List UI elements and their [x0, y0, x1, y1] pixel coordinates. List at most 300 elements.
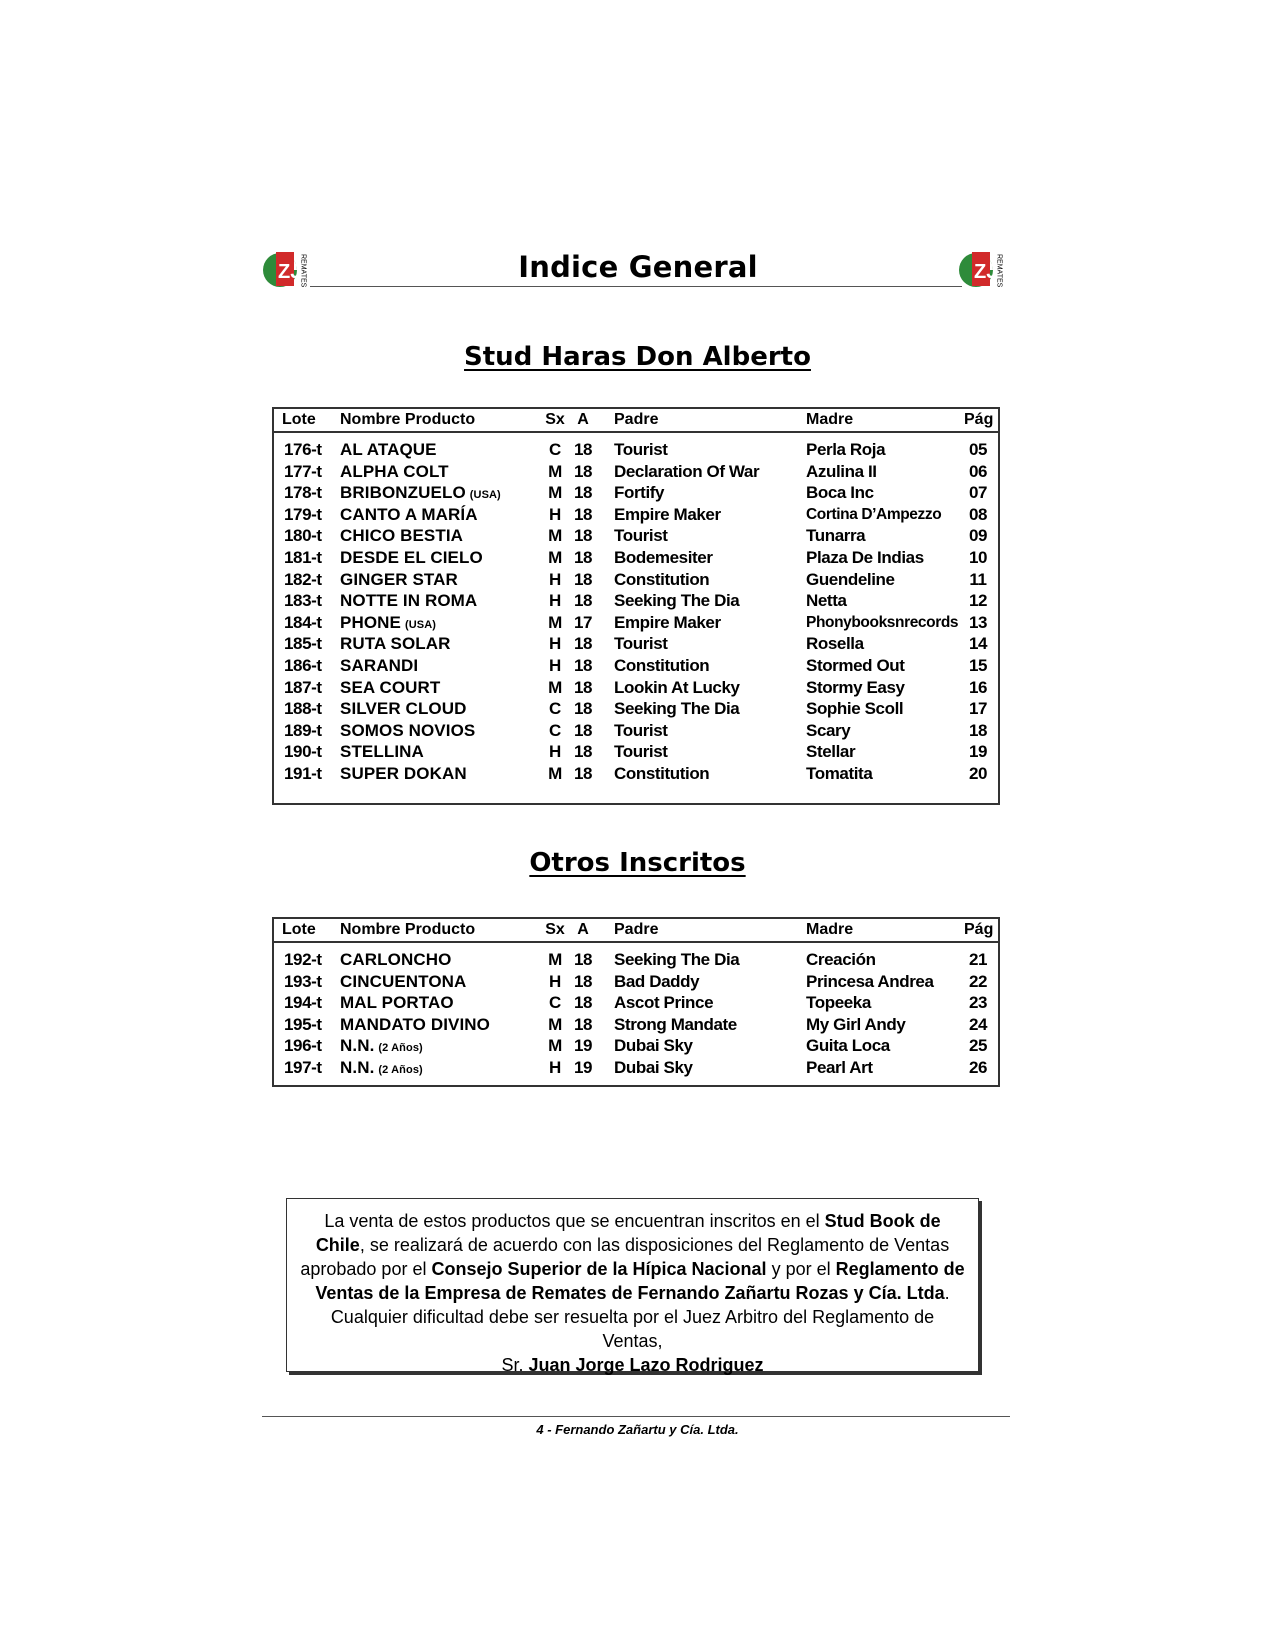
a-cell-text: 18 [573, 677, 593, 697]
madre-cell-text: Plaza De Indias [806, 548, 924, 567]
sx-cell [544, 677, 566, 699]
a-cell-text: 19 [573, 1058, 593, 1077]
col-nombre: Nombre Producto [340, 411, 476, 428]
table-row [274, 569, 998, 591]
nombre-cell [340, 612, 436, 636]
a-cell [570, 525, 596, 547]
pag-cell [964, 612, 992, 634]
nombre-cell-text: N.N. [340, 1036, 375, 1056]
a-cell [570, 482, 596, 504]
col-nombre: Nombre Producto [340, 921, 476, 938]
nombre-cell [340, 590, 477, 612]
table-row [274, 482, 998, 504]
nombre-cell-text: CHICO BESTIA [340, 526, 464, 546]
lote-cell [284, 461, 332, 483]
page-title: Indice General [518, 250, 758, 284]
lote-cell [284, 1057, 332, 1079]
table-row [274, 992, 998, 1014]
nombre-cell [340, 698, 467, 720]
padre-cell [614, 547, 713, 569]
padre-cell [614, 612, 721, 634]
padre-cell-text: Tourist [614, 634, 668, 654]
table-row [274, 590, 998, 612]
madre-cell [806, 569, 895, 591]
sx-cell [544, 525, 566, 547]
padre-cell [614, 482, 664, 504]
nombre-cell-text: BRIBONZUELO [340, 483, 466, 503]
padre-cell [614, 698, 739, 720]
sx-cell-text: M [548, 526, 562, 546]
pag-cell [964, 569, 992, 591]
lote-cell-text: 191-t [284, 764, 322, 783]
table-row [274, 720, 998, 742]
pag-cell-text: 06 [968, 461, 988, 481]
pag-cell-text: 12 [968, 591, 988, 611]
lote-cell [284, 971, 332, 993]
nombre-cell-text: NOTTE IN ROMA [340, 591, 478, 611]
a-cell [570, 547, 596, 569]
nombre-cell [340, 1057, 423, 1081]
lote-cell [284, 1014, 332, 1036]
remates-logo [958, 244, 1008, 294]
madre-cell-text: Pearl Art [806, 1058, 873, 1077]
nombre-cell-text: CARLONCHO [340, 950, 452, 969]
padre-cell [614, 992, 713, 1014]
lote-cell-text: 185-t [284, 634, 322, 654]
sx-cell [544, 482, 566, 504]
lote-cell [284, 482, 332, 504]
sx-cell [544, 655, 566, 677]
madre-cell [806, 971, 934, 993]
padre-cell-text: Seeking The Dia [614, 950, 740, 969]
sx-cell-text: H [549, 1058, 561, 1077]
a-cell-text: 18 [573, 993, 593, 1013]
pag-cell [964, 504, 992, 526]
padre-cell-text: Seeking The Dia [614, 699, 740, 719]
madre-cell [806, 1035, 890, 1057]
nombre-cell-text: MANDATO DIVINO [340, 1014, 490, 1034]
a-cell [570, 971, 596, 993]
sx-cell [544, 763, 566, 785]
table-row [274, 971, 998, 993]
table-row [274, 949, 998, 971]
nombre-cell [340, 482, 501, 506]
madre-cell [806, 547, 924, 569]
padre-cell [614, 504, 721, 526]
lote-cell-text: 195-t [284, 1014, 322, 1034]
lote-cell-text: 197-t [284, 1058, 322, 1077]
section-title-stud: Stud Haras Don Alberto [464, 342, 811, 372]
footer-rule [262, 1416, 1010, 1417]
pag-cell-text: 05 [968, 440, 988, 459]
notice-bold: Stud Book de Chile [315, 1211, 941, 1255]
table-row [274, 1014, 998, 1036]
padre-cell [614, 677, 740, 699]
nombre-cell [340, 569, 458, 591]
pag-cell [964, 547, 992, 569]
notice-text: Cualquier dificultad debe ser resuelta por el Juez Arbitro del Reglamento de Ventas, [330, 1307, 935, 1351]
madre-cell-text: Creación [806, 950, 876, 969]
lote-cell-text: 177-t [284, 461, 322, 481]
a-cell-text: 18 [573, 569, 593, 589]
pag-cell [964, 1014, 992, 1036]
madre-cell [806, 482, 874, 504]
lote-cell-text: 178-t [284, 483, 322, 503]
header-rule [310, 286, 962, 287]
nombre-cell-text: STELLINA [340, 742, 424, 762]
madre-cell-text: Tomatita [806, 764, 873, 783]
padre-cell [614, 720, 668, 742]
notice-text: , se realizará de acuerdo con las disposiciones del Reglamento de Ventas aprobado por el [300, 1235, 950, 1279]
pag-cell [964, 698, 992, 720]
lote-cell [284, 439, 332, 461]
sx-cell-text: H [549, 634, 561, 654]
a-cell [570, 720, 596, 742]
madre-cell-text: Rosella [806, 634, 864, 654]
padre-cell-text: Tourist [614, 720, 668, 740]
nombre-cell-text: CANTO A MARÍA [340, 504, 478, 524]
lote-cell [284, 741, 332, 763]
nombre-cell [340, 525, 463, 547]
nombre-cell [340, 677, 440, 699]
padre-cell [614, 763, 709, 785]
nombre-note: (USA) [404, 618, 437, 631]
col-a: A [577, 921, 589, 938]
madre-cell [806, 590, 847, 612]
padre-cell [614, 655, 709, 677]
sx-cell-text: C [549, 993, 561, 1013]
table-row [274, 698, 998, 720]
nombre-cell-text: N.N. [340, 1058, 375, 1077]
padre-cell-text: Bodemesiter [614, 548, 713, 567]
table-row [274, 677, 998, 699]
sx-cell [544, 504, 566, 526]
table-row [274, 1035, 998, 1057]
lote-cell [284, 612, 332, 634]
a-cell [570, 763, 596, 785]
nombre-cell [340, 741, 424, 763]
pag-cell [964, 590, 992, 612]
a-cell-text: 18 [573, 461, 593, 481]
nombre-cell [340, 949, 451, 971]
lote-cell-text: 176-t [284, 440, 322, 459]
nombre-cell-text: PHONE [340, 612, 401, 632]
lote-cell [284, 569, 332, 591]
svg-text:REMATES: REMATES [995, 254, 1003, 288]
a-cell [570, 949, 596, 971]
a-cell [570, 461, 596, 483]
pag-cell-text: 07 [968, 483, 988, 503]
nombre-cell [340, 720, 475, 742]
madre-cell [806, 612, 958, 634]
pag-cell [964, 633, 992, 655]
pag-cell-text: 10 [968, 548, 988, 567]
padre-cell [614, 439, 668, 461]
madre-cell-text: Guita Loca [806, 1036, 890, 1056]
a-cell [570, 1057, 596, 1079]
padre-cell-text: Constitution [614, 656, 710, 675]
pag-cell-text: 11 [969, 569, 987, 589]
a-cell-text: 18 [573, 1014, 593, 1034]
lote-cell-text: 179-t [284, 504, 322, 524]
padre-cell [614, 949, 739, 971]
table-header [274, 409, 998, 433]
sx-cell-text: C [549, 699, 561, 719]
pag-cell [964, 482, 992, 504]
pag-cell-text: 22 [968, 971, 988, 991]
pag-cell [964, 949, 992, 971]
lote-cell [284, 992, 332, 1014]
nombre-cell [340, 763, 467, 785]
madre-cell [806, 504, 941, 526]
col-padre: Padre [614, 921, 659, 938]
sx-cell [544, 949, 566, 971]
sx-cell [544, 992, 566, 1014]
lote-cell-text: 194-t [284, 993, 322, 1013]
madre-cell-text: Stormed Out [806, 656, 905, 675]
padre-cell [614, 569, 709, 591]
sx-cell-text: M [548, 612, 562, 632]
nombre-cell-text: GINGER STAR [340, 569, 458, 589]
lote-cell [284, 698, 332, 720]
nombre-cell-text: DESDE EL CIELO [340, 548, 483, 567]
pag-cell [964, 461, 992, 483]
padre-cell-text: Strong Mandate [614, 1014, 737, 1034]
col-sx: Sx [545, 921, 565, 938]
lote-cell [284, 547, 332, 569]
padre-cell-text: Tourist [614, 526, 668, 546]
madre-cell-text: Phonybooksnrecords [806, 613, 959, 631]
sx-cell-text: M [548, 461, 562, 481]
nombre-cell [340, 655, 418, 677]
lote-cell [284, 720, 332, 742]
nombre-note: (USA) [469, 489, 501, 502]
sx-cell [544, 1057, 566, 1079]
a-cell [570, 569, 596, 591]
sx-cell [544, 971, 566, 993]
nombre-cell [340, 547, 483, 569]
pag-cell-text: 17 [968, 699, 988, 719]
lote-cell [284, 633, 332, 655]
madre-cell-text: Scary [806, 720, 851, 740]
a-cell-text: 17 [573, 612, 593, 632]
a-cell-text: 18 [573, 720, 593, 740]
section-title-otros: Otros Inscritos [529, 848, 746, 878]
page-footer: 4 - Fernando Zañartu y Cía. Ltda. [536, 1422, 739, 1437]
lote-cell [284, 655, 332, 677]
nombre-cell-text: MAL PORTAO [340, 993, 454, 1013]
pag-cell [964, 655, 992, 677]
nombre-cell [340, 633, 451, 655]
a-cell [570, 741, 596, 763]
pag-cell-text: 20 [968, 764, 988, 783]
notice-text: y por el [766, 1259, 836, 1279]
padre-cell-text: Fortify [614, 483, 665, 503]
madre-cell-text: Stellar [806, 742, 856, 762]
nombre-cell [340, 992, 454, 1014]
sx-cell-text: C [549, 440, 561, 459]
sx-cell-text: H [549, 742, 561, 762]
sx-cell [544, 461, 566, 483]
lote-cell-text: 180-t [284, 526, 322, 546]
madre-cell [806, 633, 864, 655]
pag-cell-text: 25 [968, 1036, 988, 1056]
madre-cell [806, 677, 905, 699]
madre-cell [806, 949, 876, 971]
madre-cell-text: Sophie Scoll [806, 699, 904, 719]
sx-cell [544, 590, 566, 612]
notice-bold: Consejo Superior de la Hípica Nacional [431, 1259, 767, 1279]
notice-text: La venta de estos productos que se encuentran inscritos en el [324, 1211, 825, 1231]
a-cell-text: 18 [573, 526, 593, 546]
lote-cell [284, 525, 332, 547]
nombre-cell-text: SILVER CLOUD [340, 699, 467, 719]
lote-cell [284, 763, 332, 785]
padre-cell [614, 1035, 693, 1057]
pag-cell-text: 18 [968, 720, 988, 740]
pag-cell [964, 741, 992, 763]
madre-cell [806, 992, 871, 1014]
a-cell-text: 19 [573, 1036, 593, 1056]
sx-cell-text: H [549, 971, 561, 991]
a-cell-text: 18 [573, 971, 593, 991]
table-row [274, 612, 998, 634]
madre-cell [806, 763, 872, 785]
a-cell [570, 677, 596, 699]
padre-cell [614, 525, 668, 547]
padre-cell-text: Tourist [614, 742, 668, 762]
lote-cell [284, 949, 332, 971]
a-cell [570, 1035, 596, 1057]
a-cell-text: 18 [573, 699, 593, 719]
nombre-note: (2 Años) [378, 1064, 423, 1076]
nombre-cell [340, 1014, 490, 1036]
notice-bold: Reglamento de Ventas de la Empresa de Remates de Fernando Zañartu Rozas y Cía. Ltda [315, 1259, 965, 1303]
sx-cell-text: M [548, 1014, 562, 1034]
a-cell [570, 439, 596, 461]
nombre-cell [340, 439, 437, 461]
pag-cell [964, 992, 992, 1014]
lote-cell-text: 192-t [284, 950, 322, 969]
pag-cell-text: 19 [968, 742, 988, 762]
a-cell [570, 698, 596, 720]
lote-cell-text: 193-t [284, 971, 322, 991]
madre-cell-text: Perla Roja [806, 440, 886, 459]
lote-cell-text: 189-t [284, 720, 322, 740]
lote-cell-text: 190-t [284, 742, 322, 762]
a-cell-text: 18 [573, 591, 593, 611]
sx-cell-text: M [548, 677, 562, 697]
pag-cell [964, 439, 992, 461]
padre-cell [614, 461, 759, 483]
a-cell [570, 655, 596, 677]
pag-cell-text: 23 [968, 993, 988, 1013]
sx-cell-text: M [548, 483, 562, 503]
otros-table [272, 917, 1000, 1087]
table-row [274, 504, 998, 526]
lote-cell-text: 181-t [284, 548, 322, 567]
lote-cell-text: 188-t [284, 699, 322, 719]
madre-cell [806, 439, 885, 461]
sx-cell [544, 741, 566, 763]
madre-cell [806, 525, 865, 547]
nombre-cell [340, 1035, 423, 1059]
sx-cell-text: H [549, 569, 561, 589]
nombre-cell [340, 971, 466, 993]
madre-cell-text: Cortina D’Ampezzo [806, 505, 942, 523]
col-padre: Padre [614, 411, 659, 428]
col-pag: Pág [964, 921, 994, 938]
col-sx: Sx [545, 411, 565, 428]
sx-cell-text: M [548, 764, 562, 783]
a-cell [570, 612, 596, 634]
nombre-cell-text: SARANDI [340, 656, 419, 675]
lote-cell-text: 184-t [284, 612, 322, 632]
nombre-cell-text: RUTA SOLAR [340, 634, 451, 654]
sx-cell [544, 633, 566, 655]
a-cell-text: 18 [573, 548, 593, 567]
sx-cell-text: H [549, 591, 561, 611]
sx-cell-text: M [548, 1036, 562, 1056]
madre-cell-text: Azulina II [806, 461, 877, 481]
pag-cell [964, 1035, 992, 1057]
table-row [274, 741, 998, 763]
madre-cell-text: My Girl Andy [806, 1014, 906, 1034]
table-row [274, 439, 998, 461]
pag-cell [964, 1057, 992, 1079]
pag-cell [964, 677, 992, 699]
svg-text:REMATES: REMATES [299, 254, 307, 288]
pag-cell-text: 24 [968, 1014, 988, 1034]
madre-cell [806, 655, 905, 677]
pag-cell-text: 14 [968, 634, 988, 654]
nombre-note: (2 Años) [378, 1042, 423, 1055]
padre-cell-text: Constitution [614, 764, 710, 783]
sx-cell [544, 547, 566, 569]
padre-cell-text: Empire Maker [614, 504, 721, 524]
nombre-cell-text: SOMOS NOVIOS [340, 720, 476, 740]
sx-cell [544, 698, 566, 720]
col-a: A [577, 411, 589, 428]
stud-table [272, 407, 1000, 805]
padre-cell [614, 1014, 737, 1036]
pag-cell [964, 720, 992, 742]
lote-cell [284, 1035, 332, 1057]
sx-cell-text: H [549, 656, 561, 675]
nombre-cell-text: CINCUENTONA [340, 971, 467, 991]
padre-cell-text: Ascot Prince [614, 993, 714, 1013]
madre-cell-text: Boca Inc [806, 483, 874, 503]
madre-cell [806, 1057, 873, 1079]
nombre-cell-text: ALPHA COLT [340, 461, 449, 481]
table-row [274, 633, 998, 655]
padre-cell-text: Dubai Sky [614, 1036, 693, 1056]
col-pag: Pág [964, 411, 994, 428]
a-cell [570, 504, 596, 526]
sx-cell [544, 720, 566, 742]
sx-cell-text: C [549, 720, 561, 740]
madre-cell [806, 698, 903, 720]
sx-cell [544, 569, 566, 591]
pag-cell [964, 763, 992, 785]
nombre-cell-text: SUPER DOKAN [340, 764, 467, 783]
nombre-cell-text: SEA COURT [340, 677, 441, 697]
sx-cell-text: H [549, 504, 561, 524]
a-cell [570, 1014, 596, 1036]
table-row [274, 763, 998, 785]
svg-text:ZJ: ZJ [278, 261, 302, 283]
notice-text: Sr. [501, 1355, 529, 1375]
